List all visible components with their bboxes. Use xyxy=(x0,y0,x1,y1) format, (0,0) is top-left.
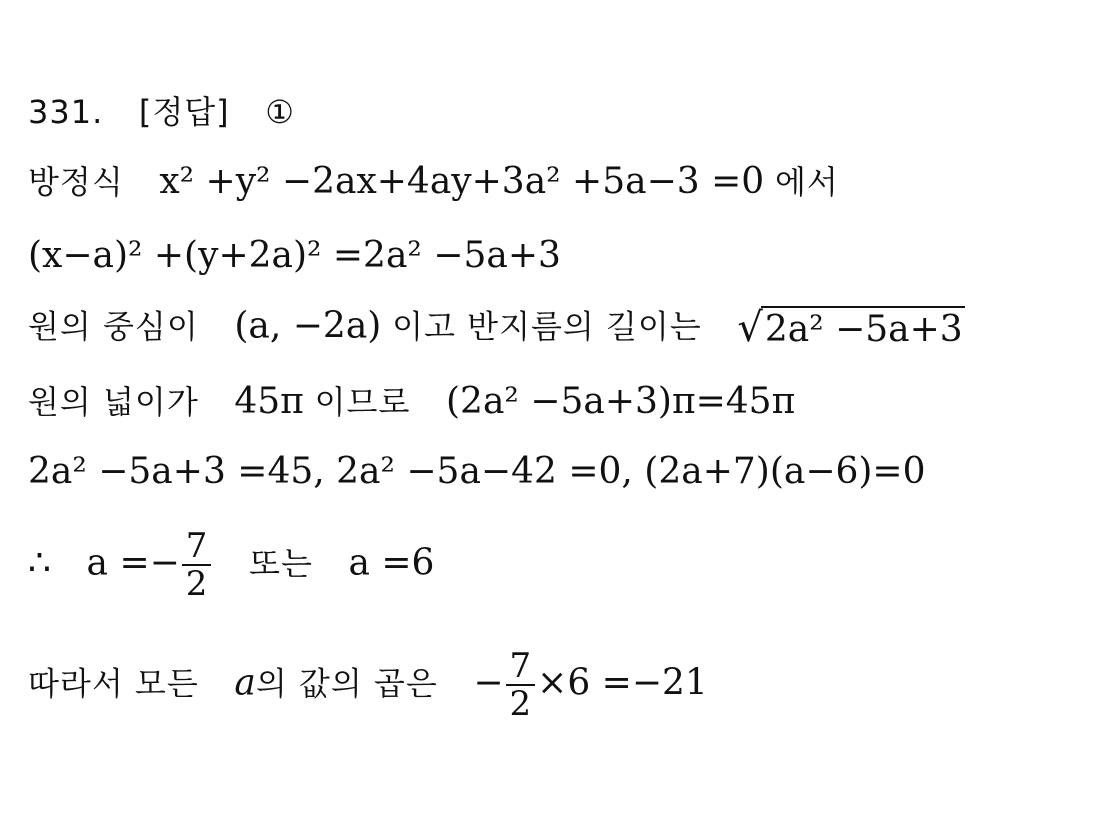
circle-area: 45π xyxy=(234,381,304,422)
equation-line-4 xyxy=(28,382,795,422)
line3-text-b: 이고 반지름의 길이는 xyxy=(392,307,702,346)
line6-or: 또는 xyxy=(249,544,313,583)
line2-equation: (x−a)² +(y+2a)² =2a² −5a+3 xyxy=(28,235,561,276)
answer-symbol: ① xyxy=(265,93,295,131)
line1-suffix: 에서 xyxy=(774,163,839,201)
line7-product: ×6 =−21 xyxy=(537,662,708,704)
radius-radicand: 2a² −5a+3 xyxy=(761,306,965,350)
answer-label: [정답] xyxy=(138,93,230,131)
line4-text-b: 이므로 xyxy=(314,383,411,421)
line6-rhs: a =6 xyxy=(348,542,435,584)
equation-line-5 xyxy=(28,452,926,492)
circle-center: (a, −2a) xyxy=(234,305,382,347)
line6-lhs: a =− xyxy=(86,542,180,584)
therefore-symbol: ∴ xyxy=(28,542,51,584)
line7-minus: − xyxy=(473,662,504,704)
equation-line-3 xyxy=(28,306,965,350)
radical-sign: √ xyxy=(737,305,763,351)
radius-sqrt xyxy=(737,306,964,350)
equation-line-1 xyxy=(28,162,839,202)
fraction-numerator: 7 xyxy=(182,528,212,566)
fraction-seven-halves-product xyxy=(506,648,536,722)
fraction-denominator: 2 xyxy=(509,684,532,724)
line7-variable: a xyxy=(234,662,256,704)
equation-line-7 xyxy=(28,648,708,722)
answer-header xyxy=(28,92,295,132)
line1-prefix: 방정식 xyxy=(28,163,124,201)
fraction-numerator: 7 xyxy=(506,648,536,686)
problem-number: 331. xyxy=(28,93,104,131)
line3-text-a: 원의 중심이 xyxy=(28,307,199,346)
equation-line-2 xyxy=(28,236,561,276)
fraction-denominator: 2 xyxy=(185,564,208,604)
line4-text-a: 원의 넓이가 xyxy=(28,383,199,421)
line1-equation: x² +y² −2ax+4ay+3a² +5a−3 =0 xyxy=(159,161,765,202)
fraction-seven-halves xyxy=(182,528,212,602)
line5-equation: 2a² −5a+3 =45, 2a² −5a−42 =0, (2a+7)(a−6)=0 xyxy=(28,451,926,492)
line7-text-b: 의 값의 곱은 xyxy=(255,664,438,703)
line4-equation: (2a² −5a+3)π=45π xyxy=(446,381,796,422)
line7-text-a: 따라서 모든 xyxy=(28,664,199,703)
equation-line-6 xyxy=(28,528,434,602)
